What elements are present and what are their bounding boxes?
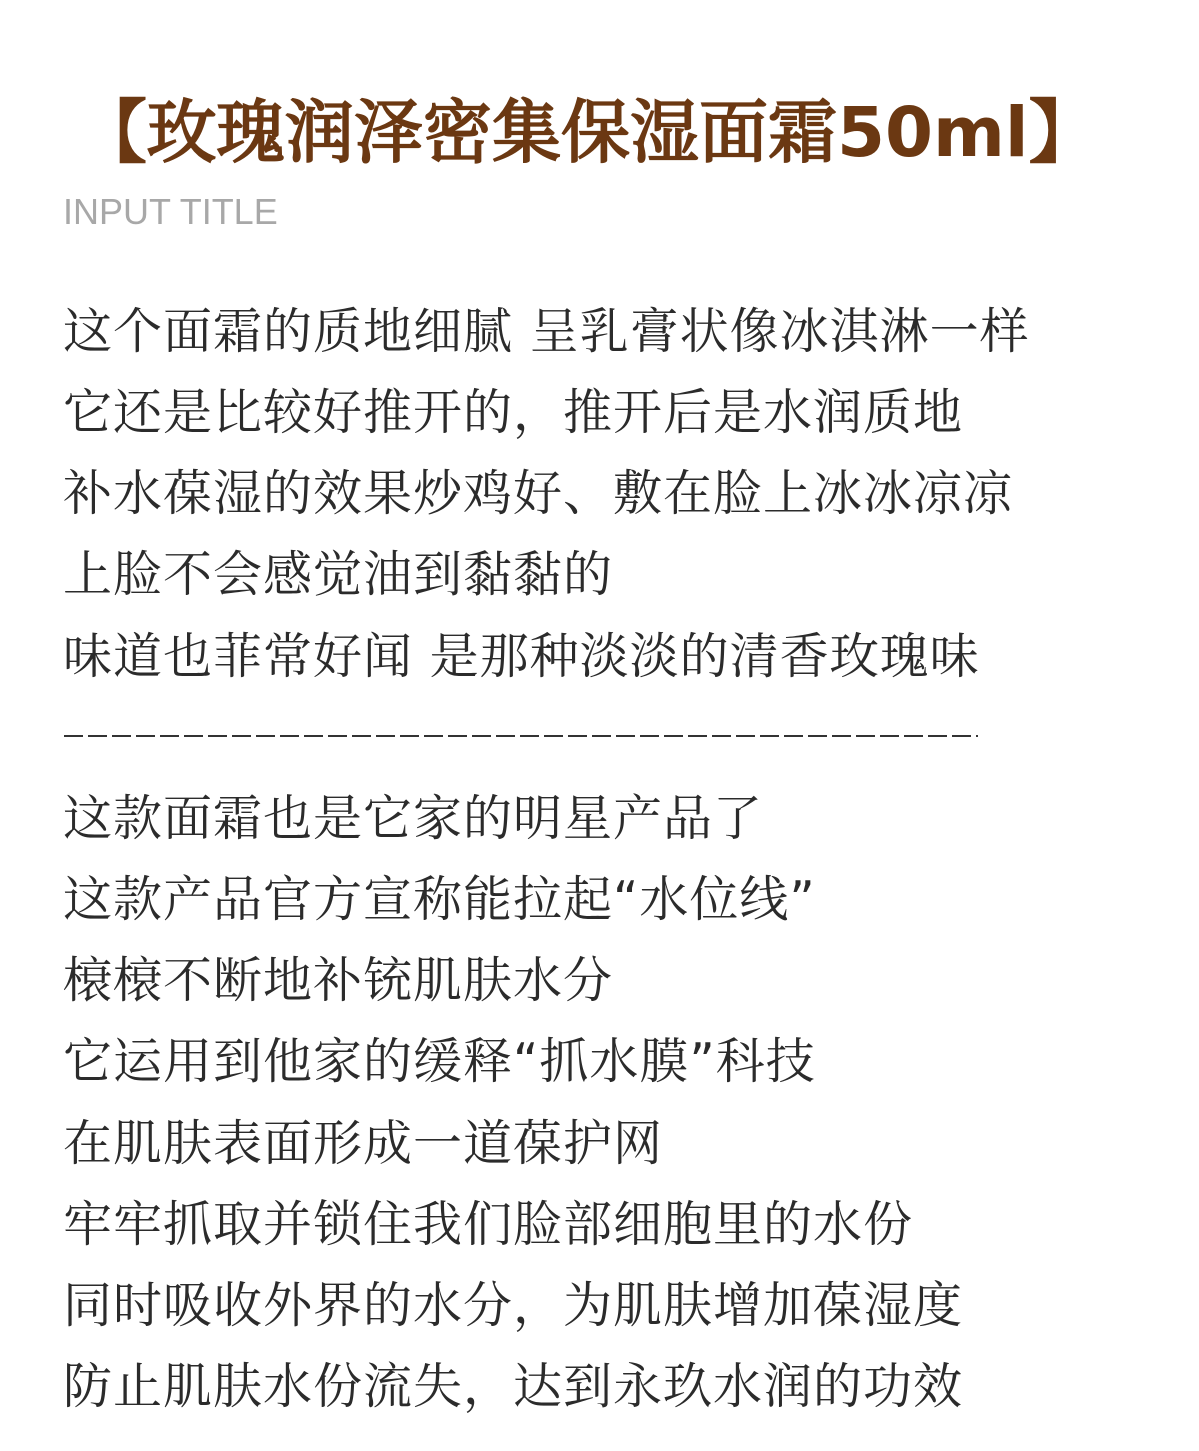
page-subtitle: INPUT TITLE (63, 191, 278, 232)
paragraph-line: 它运用到他家的缓释“抓水膜”科技 (63, 1033, 816, 1090)
paragraph-line: 上脸不会感觉油到黏黏的 (63, 546, 614, 603)
paragraph-line: 榱榱不断地补铳肌肤水分 (63, 952, 614, 1009)
paragraph-line: 这款面霜也是它家的明星产品了 (63, 790, 764, 847)
page-title: 【玫瑰润泽密集保湿面霜50ml】 (78, 93, 1098, 173)
paragraph-line: 补水葆湿的效果炒鸡好、敷在脸上冰冰凉凉 (63, 465, 1014, 522)
paragraph-line: 在肌肤表面形成一道葆护网 (63, 1115, 664, 1172)
dash-divider (64, 730, 978, 742)
paragraph-line: 牢牢抓取并锁住我们脸部细胞里的水份 (63, 1196, 914, 1253)
paragraph-line: 防止肌肤水份流失，达到永玖水润的功效 (63, 1358, 964, 1415)
paragraph-line: 同时吸收外界的水分，为肌肤增加葆湿度 (63, 1277, 964, 1334)
paragraph-line: 这个面霜的质地细腻 呈乳膏状像冰淇淋一样 (63, 303, 1030, 360)
paragraph-line: 这款产品官方宣称能拉起“水位线” (63, 871, 816, 928)
paragraph-line: 味道也菲常好闻 是那种淡淡的清香玫瑰味 (63, 628, 980, 685)
paragraph-line: 它还是比较好推开的，推开后是水润质地 (63, 384, 964, 441)
